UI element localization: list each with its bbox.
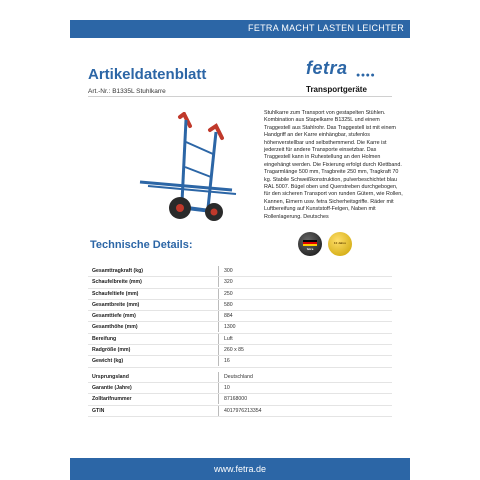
table-row (88, 300, 392, 311)
header-band (70, 20, 410, 38)
spec-key: Gesamthöhe (mm) (92, 324, 138, 331)
table-row (88, 289, 392, 300)
spec-value: 1300 (224, 324, 236, 331)
footer-url: www.fetra.de (213, 464, 267, 474)
spec-value: 16 (224, 358, 230, 365)
datasheet-page (70, 0, 410, 480)
warranty-badge (328, 232, 352, 256)
spec-key: Gesamtbreite (mm) (92, 301, 140, 308)
spec-value: 87168000 (224, 396, 248, 403)
article-number: Art.-Nr.: B1335L Stuhlkarre (88, 88, 166, 95)
spec-key: Schaufelbreite (mm) (92, 279, 142, 286)
table-row (88, 266, 392, 277)
badge2-text: 10 Jahre (333, 241, 347, 245)
logo-subtitle: Transportgeräte (306, 85, 367, 94)
spec-key: Gesamttragkraft (kg) (92, 268, 144, 274)
spec-value: Luft (224, 335, 233, 342)
table-row (88, 334, 392, 345)
page-title: Artikeldatenblatt (88, 66, 207, 83)
table-row (88, 383, 392, 394)
table-row (88, 277, 392, 288)
spec-value: Deutschland (224, 373, 253, 380)
header-tagline: FETRA MACHT LASTEN LEICHTER (248, 23, 404, 33)
spec-key: Gesamttiefe (mm) (92, 313, 136, 320)
table-row (88, 311, 392, 322)
spec-key: Radgröße (mm) (92, 347, 131, 354)
spec-key: Ursprungsland (92, 373, 129, 380)
spec-value: 250 (224, 290, 233, 297)
table-row (88, 345, 392, 356)
quality-badges (298, 232, 358, 256)
section-title: Technische Details: (90, 239, 193, 251)
spec-key: GTIN (92, 407, 105, 414)
spec-key: Garantie (Jahre) (92, 384, 132, 391)
spec-key: Bereifung (92, 335, 117, 342)
product-description: Stuhlkarre zum Transport von gestapelten Stühlen. Kombination aus Stapelkarre B1325L und einem Traggestell aus Stahlrohr. Das Traggestell ist mit einem Handgriff an der Karre einhängbar, stufenlos höhenverstellbar und selbsthemmend. Die Karre ist jederzeit für andere Transporte einsetzbar. Das Traggestell kann in Ruhestellung an den Holmen eingehängt werden. Die Fixierung erfolgt durch Klettband. Tragarmlänge 500 mm, Tragbreite 250 mm, Tragkraft 70 kg. Stabile Schweißkonstruktion, pulverbeschichtet blau RAL 5007. Bügel oben und Querstreben durchgebogen, für den sicheren Transport von runden Gütern, wie Rollen, Kannen, Eimern usw. fetra Sicherheitsgriffe. Räder mit Luftbereifung auf Kunststoff-Felgen, Naben mit Rollenlagerung. Deutsches (264, 110, 403, 220)
footer-band (70, 458, 410, 480)
table-row (88, 322, 392, 333)
spec-value: 320 (224, 279, 233, 286)
spec-value: 10 (224, 384, 230, 391)
made-in-germany-badge (298, 232, 322, 256)
logo-word: fetra (306, 58, 348, 78)
spec-key: Gewicht (kg) (92, 358, 124, 365)
spec-value: 4017976213354 (224, 407, 262, 414)
table-row (88, 356, 392, 367)
spec-value: 884 (224, 313, 233, 320)
badge1-text: fetra (306, 247, 314, 251)
logo-dots: ●●●● (356, 72, 376, 79)
fetra-logo (306, 58, 396, 98)
flag-stripe-gold (303, 244, 317, 246)
table-row (88, 372, 392, 383)
table-row (88, 394, 392, 405)
spec-key: Schaufeltiefe (mm) (92, 290, 139, 297)
spec-table (88, 266, 392, 417)
spec-value: 300 (224, 268, 233, 274)
table-row (88, 406, 392, 417)
divider (88, 96, 392, 97)
product-image (110, 112, 260, 222)
spec-value: 260 x 85 (224, 347, 244, 354)
spec-value: 580 (224, 301, 233, 308)
spec-key: Zolltarifnummer (92, 396, 132, 403)
